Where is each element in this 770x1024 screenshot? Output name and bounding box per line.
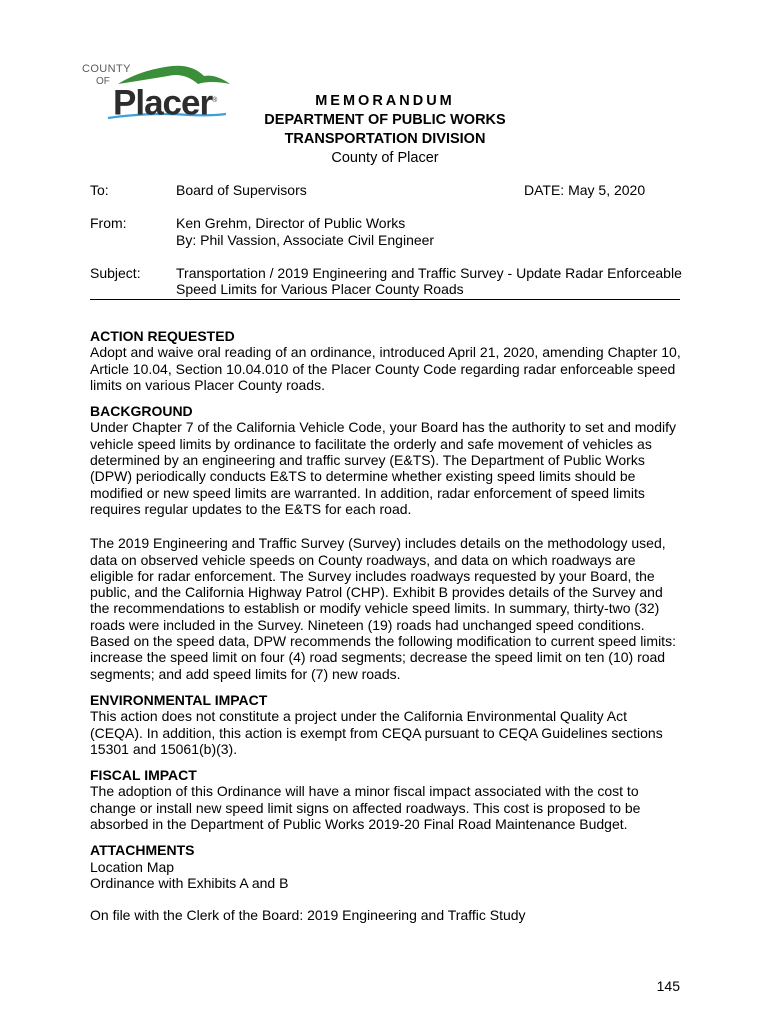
memo-title: MEMORANDUM — [315, 93, 455, 109]
memo-body — [90, 328, 682, 934]
attachments-heading: ATTACHMENTS — [90, 842, 195, 859]
separator-line — [90, 298, 680, 300]
fiscal-impact-text: The adoption of this Ordinance will have a minor fiscal impact associated with the cost to change or install new speed limit signs on affected roadways. This cost is proposed to be absorbed in the Department of Public Works 2019-20 Final Road Maintenance Budget. — [90, 783, 641, 833]
memo-header — [0, 92, 770, 168]
attachment-item: Ordinance with Exhibits A and B — [90, 874, 289, 891]
environmental-impact-heading: ENVIRONMENTAL IMPACT — [90, 691, 268, 708]
action-requested-text: Adopt and waive oral reading of an ordinance, introduced April 21, 2020, amending Chapter 10, Article 10.04, Section 10.04.010 of the Placer County Code regarding radar enforceable speed limits on various Placer County roads. — [90, 344, 681, 393]
subject-line-2: Speed Limits for Various Placer County Roads — [176, 281, 464, 297]
from-label: From: — [90, 215, 127, 231]
subject-line-1: Transportation / 2019 Engineering and Traffic Survey - Update Radar Enforceable — [176, 265, 682, 281]
to-value: Board of Supervisors — [176, 182, 307, 198]
logo-county-text: COUNTY — [82, 63, 131, 75]
logo-placer-name: Placer — [113, 83, 213, 123]
background-heading: BACKGROUND — [90, 403, 193, 420]
background-paragraph-1: Under Chapter 7 of the California Vehicle Code, your Board has the authority to set and modify vehicle speed limits by ordinance to facilitate the orderly and safe movement of vehicles as determined by an engineering and traffic survey (E&TS). The Department of Public Works (DPW) periodically conducts E&TS to determine whether existing speed limits should be modified or new speed limits are warranted. In addition, radar enforcement of speed limits requires regular updates to the E&TS for each road. — [90, 419, 677, 517]
attachments-section — [90, 842, 682, 923]
action-requested-section — [90, 328, 682, 393]
memo-date: DATE: May 5, 2020 — [524, 182, 646, 198]
page-number: 145 — [656, 978, 680, 994]
division-title: TRANSPORTATION DIVISION — [284, 131, 486, 147]
subject-label: Subject: — [90, 265, 141, 281]
environmental-impact-text: This action does not constitute a project under the California Environmental Quality Act (CEQA). In addition, this action is exempt from CEQA pursuant to CEQA Guidelines sections 15301 and 15061(b)(3). — [90, 708, 663, 757]
from-line-2: By: Phil Vassion, Associate Civil Engineer — [176, 232, 435, 248]
fiscal-impact-heading: FISCAL IMPACT — [90, 767, 197, 784]
environmental-impact-section — [90, 692, 682, 757]
department-title: DEPARTMENT OF PUBLIC WORKS — [264, 112, 506, 128]
logo-of-text: OF — [96, 76, 110, 87]
to-label: To: — [90, 182, 109, 198]
registered-mark: ® — [212, 97, 217, 104]
on-file-note: On file with the Clerk of the Board: 2019 Engineering and Traffic Study — [90, 907, 526, 924]
background-paragraph-2: The 2019 Engineering and Traffic Survey (Survey) includes details on the methodology used, data on observed vehicle speeds on County roadways, and data on which roadways are eligible for radar enforcement. The Survey includes roadways requested by your Board, the public, and the California Highway Patrol (CHP). Exhibit B provides details of the Survey and the recommendations to establish or modify vehicle speed limits. In summary, thirty-two (32) roads were included in the Survey. Nineteen (19) roads had unchanged speed conditions. Based on the speed data, DPW recommends the following modification to current speed limits: increase the speed limit on four (4) road segments; decrease the speed limit on ten (10) road segments; and add speed limits for (7) new roads. — [90, 535, 676, 682]
county-subtitle: County of Placer — [331, 150, 439, 166]
action-requested-heading: ACTION REQUESTED — [90, 328, 235, 344]
attachment-item: Location Map — [90, 858, 175, 875]
from-line-1: Ken Grehm, Director of Public Works — [176, 215, 406, 231]
background-section — [90, 403, 682, 682]
fiscal-impact-section — [90, 767, 682, 832]
